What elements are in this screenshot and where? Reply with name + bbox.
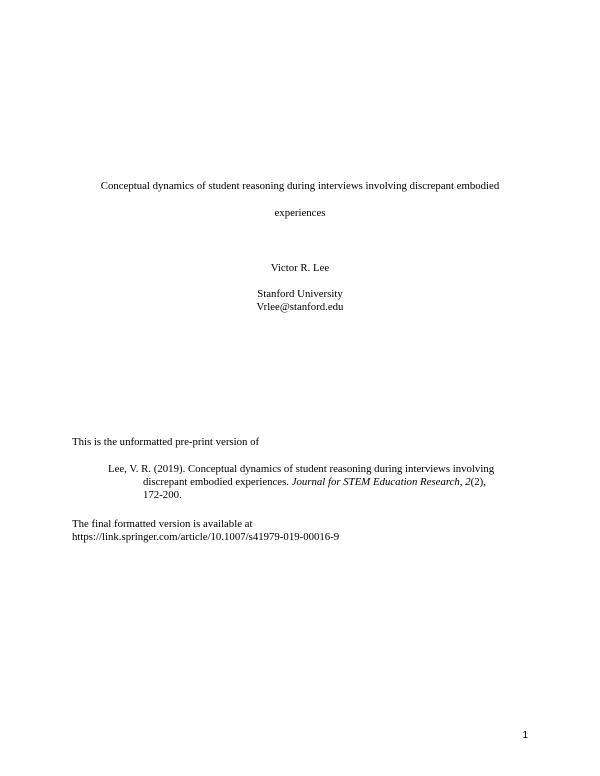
final-version-url: https://link.springer.com/article/10.1007/s41979-019-00016-9	[72, 531, 340, 543]
final-version-label: The final formatted version is available at	[72, 518, 253, 530]
journal-name: Journal for STEM Education Research, 2	[291, 476, 471, 488]
author-name: Victor R. Lee	[270, 262, 330, 274]
citation-pages: 172-200.	[143, 489, 182, 501]
preprint-notice: This is the unformatted pre-print version of	[72, 436, 260, 448]
citation-reference	[108, 463, 528, 502]
citation-text: discrepant embodied experiences.	[143, 476, 292, 488]
page-number: 1	[522, 730, 528, 741]
paper-title-line-2: experiences	[274, 207, 326, 219]
author-email: Vrlee@stanford.edu	[256, 301, 344, 313]
author-affiliation: Stanford University	[257, 288, 343, 300]
citation-line-2	[108, 476, 528, 489]
citation-line-1: Lee, V. R. (2019). Conceptual dynamics of student reasoning during interviews involving	[108, 463, 495, 475]
paper-title-line-1: Conceptual dynamics of student reasoning during interviews involving discrepant embodied	[100, 180, 500, 192]
journal-issue: (2),	[470, 476, 486, 488]
